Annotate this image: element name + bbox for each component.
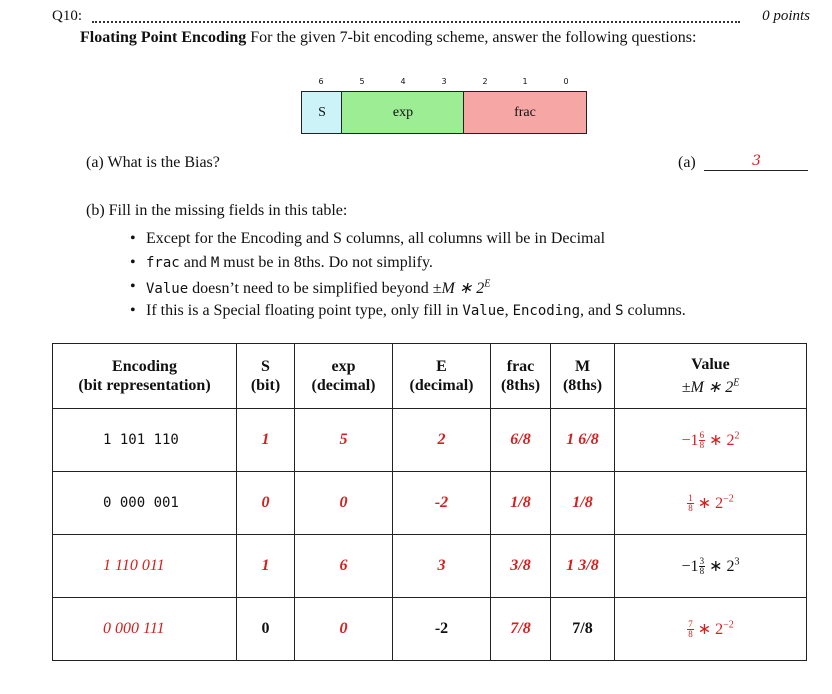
exp-field: exp [341,91,465,134]
cell-e[interactable]: 2 [393,409,491,472]
bullet-text: , [504,302,513,319]
header-exp: exp (decimal) [295,344,393,409]
cell-encoding: 1 101 110 [53,409,237,472]
math-expression: M ∗ 2 [441,280,485,297]
sign-field: S [301,91,343,134]
code-value: Value [146,281,189,297]
header-frac: frac (8ths) [491,344,551,409]
bit-number-3: 3 [441,77,447,86]
frac-field: frac [463,91,587,134]
cell-s[interactable]: 1 [237,409,295,472]
cell-encoding[interactable]: 0 000 111 [53,598,237,661]
cell-value[interactable]: $\frac{7}{8}$ ∗ $2^{-2}$ [615,598,807,661]
instruction-list [128,230,686,326]
bullet-text: , and [580,302,616,319]
code-s: S [615,303,624,319]
math-exponent: E [484,278,491,290]
bit-number-5: 5 [359,77,365,86]
cell-s: 0 [237,598,295,661]
cell-exp[interactable]: 6 [295,535,393,598]
cell-value[interactable]: $\frac{1}{8}$ ∗ $2^{-2}$ [615,472,807,535]
cell-frac[interactable]: 7/8 [491,598,551,661]
cell-m[interactable]: 1 6/8 [551,409,615,472]
cell-s[interactable]: 0 [237,472,295,535]
cell-e: -2 [393,598,491,661]
cell-e[interactable]: 3 [393,535,491,598]
bullet-text: and [179,254,211,271]
cell-s[interactable]: 1 [237,535,295,598]
question-title [80,29,696,47]
encoding-table [52,343,807,661]
list-item [128,254,686,278]
header-m: M (8ths) [551,344,615,409]
cell-encoding: 0 000 001 [53,472,237,535]
bullet-text: doesn’t need to be simplified beyond ± [188,280,442,297]
table-row [53,472,807,535]
list-item [128,230,686,254]
cell-frac[interactable]: 6/8 [491,409,551,472]
cell-frac[interactable]: 3/8 [491,535,551,598]
code-encoding: Encoding [512,303,580,319]
header-encoding: Encoding (bit representation) [53,344,237,409]
title-rest: For the given 7-bit encoding scheme, answer the following questions: [250,29,697,46]
table-row [53,409,807,472]
cell-exp[interactable]: 0 [295,472,393,535]
code-frac: frac [146,255,180,271]
list-item [128,302,686,326]
cell-encoding[interactable]: 1 110 011 [53,535,237,598]
part-b-question: (b) Fill in the missing fields in this table: [86,202,348,219]
bit-number-4: 4 [400,77,406,86]
table-row [53,535,807,598]
question-number: Q10: [52,8,82,24]
part-a-question: (a) What is the Bias? [86,154,220,171]
points-label: 0 points [762,8,810,24]
bullet-text: must be in 8ths. Do not simplify. [219,254,433,271]
dotted-leader [92,21,740,23]
table-header-row [53,344,807,409]
bullet-text: If this is a Special floating point type, only fill in [146,302,463,319]
cell-e[interactable]: -2 [393,472,491,535]
cell-m[interactable]: 1 3/8 [551,535,615,598]
cell-m: 7/8 [551,598,615,661]
bullet-text: columns. [623,302,686,319]
cell-exp[interactable]: 0 [295,598,393,661]
code-value: Value [462,303,505,319]
answer-line [704,170,808,171]
cell-m[interactable]: 1/8 [551,472,615,535]
cell-value[interactable]: −1 $\frac{6}{8}$ ∗ $2^2$ [615,409,807,472]
header-value: Value ±M ∗ $2^E$ [615,344,807,409]
question-header [52,8,810,28]
header-s: S (bit) [237,344,295,409]
list-item [128,278,686,302]
cell-frac[interactable]: 1/8 [491,472,551,535]
bias-answer[interactable]: 3 [752,153,761,169]
header-e: E (decimal) [393,344,491,409]
cell-value: −1 $\frac{3}{8}$ ∗ $2^3$ [615,535,807,598]
part-a-answer-label: (a) [678,154,696,171]
bit-number-6: 6 [318,77,324,86]
table-row [53,598,807,661]
bit-number-0: 0 [563,77,569,86]
title-bold: Floating Point Encoding [80,29,247,46]
bit-number-2: 2 [482,77,488,86]
code-m: M [210,255,220,271]
bit-number-1: 1 [522,77,528,86]
cell-exp[interactable]: 5 [295,409,393,472]
bullet-text: Except for the Encoding and S columns, all columns will be in Decimal [146,230,606,247]
